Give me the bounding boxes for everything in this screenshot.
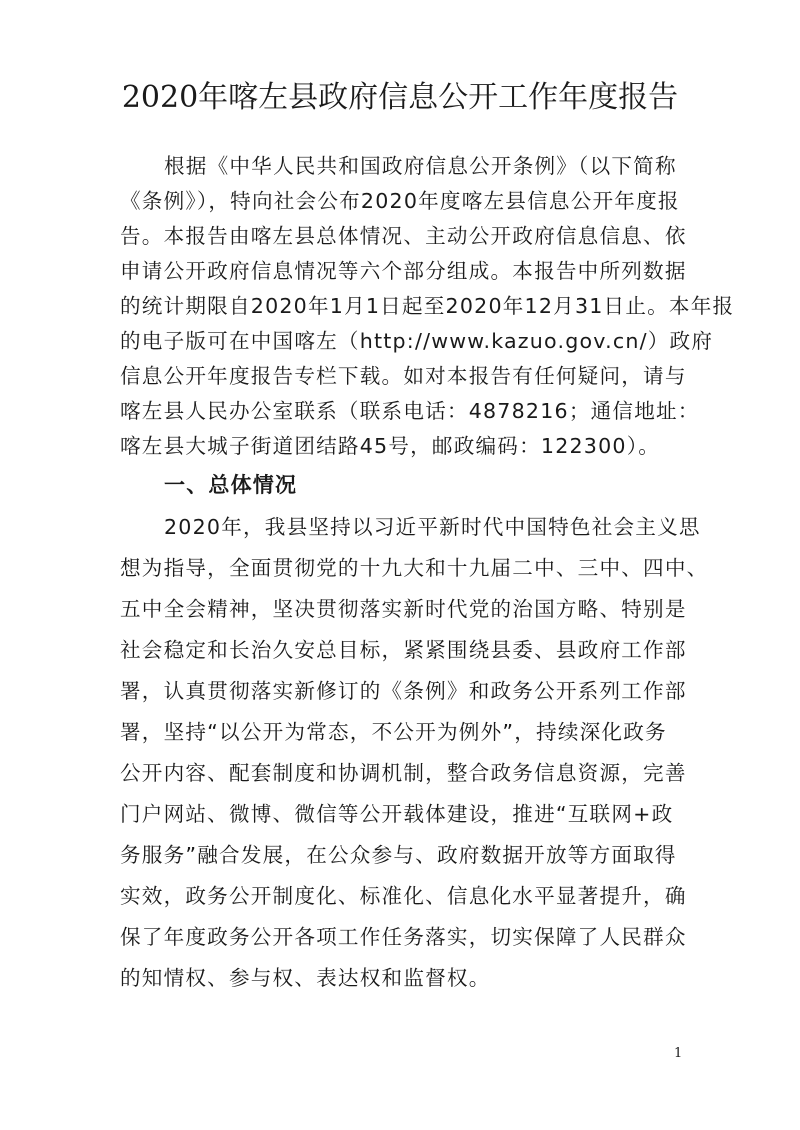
body-line: 的知情权、参与权、表达权和监督权。: [120, 966, 491, 990]
intro-line: 的统计期限自2020年1月1日起至2020年12月31日止。本年报: [120, 294, 735, 318]
body-line: 门户网站、微博、微信等公开载体建设，推进“互联网+政: [120, 802, 674, 826]
intro-line: 喀左县大城子街道团结路45号，邮政编码：122300）。: [120, 434, 660, 458]
intro-line: 告。本报告由喀左县总体情况、主动公开政府信息信息、依: [120, 224, 687, 248]
body-line: 实效，政务公开制度化、标准化、信息化水平显著提升，确: [120, 884, 687, 908]
intro-line: 《条例》），特向社会公布2020年度喀左县信息公开年度报: [120, 189, 680, 213]
body-line: 社会稳定和长治久安总目标，紧紧围绕县委、县政府工作部: [120, 638, 687, 662]
document-title: 2020年喀左县政府信息公开工作年度报告: [121, 80, 679, 115]
body-line: 保了年度政务公开各项工作任务落实，切实保障了人民群众: [120, 925, 687, 949]
section-heading: 一、总体情况: [164, 473, 298, 497]
intro-line: 申请公开政府信息情况等六个部分组成。本报告中所列数据: [120, 259, 687, 283]
body-line: 2020年，我县坚持以习近平新时代中国特色社会主义思: [164, 515, 701, 539]
intro-line: 的电子版可在中国喀左（http://www.kazuo.gov.cn/）政府: [120, 329, 714, 353]
intro-line: 信息公开年度报告专栏下载。如对本报告有任何疑问，请与: [120, 364, 687, 388]
intro-line: 喀左县人民办公室联系（联系电话：4878216；通信地址：: [120, 399, 700, 423]
body-line: 务服务”融合发展，在公众参与、政府数据开放等方面取得: [120, 843, 677, 867]
page-number: 1: [674, 1046, 683, 1061]
body-line: 署，认真贯彻落实新修订的《条例》和政务公开系列工作部: [120, 679, 687, 703]
body-line: 公开内容、配套制度和协调机制，整合政务信息资源，完善: [120, 761, 687, 785]
body-line: 署，坚持“以公开为常态，不公开为例外”，持续深化政务: [120, 720, 667, 744]
body-line: 五中全会精神，坚决贯彻落实新时代党的治国方略、特别是: [120, 597, 687, 621]
body-line: 想为指导，全面贯彻党的十九大和十九届二中、三中、四中、: [120, 556, 709, 580]
intro-line: 根据《中华人民共和国政府信息公开条例》（以下简称: [164, 154, 677, 178]
